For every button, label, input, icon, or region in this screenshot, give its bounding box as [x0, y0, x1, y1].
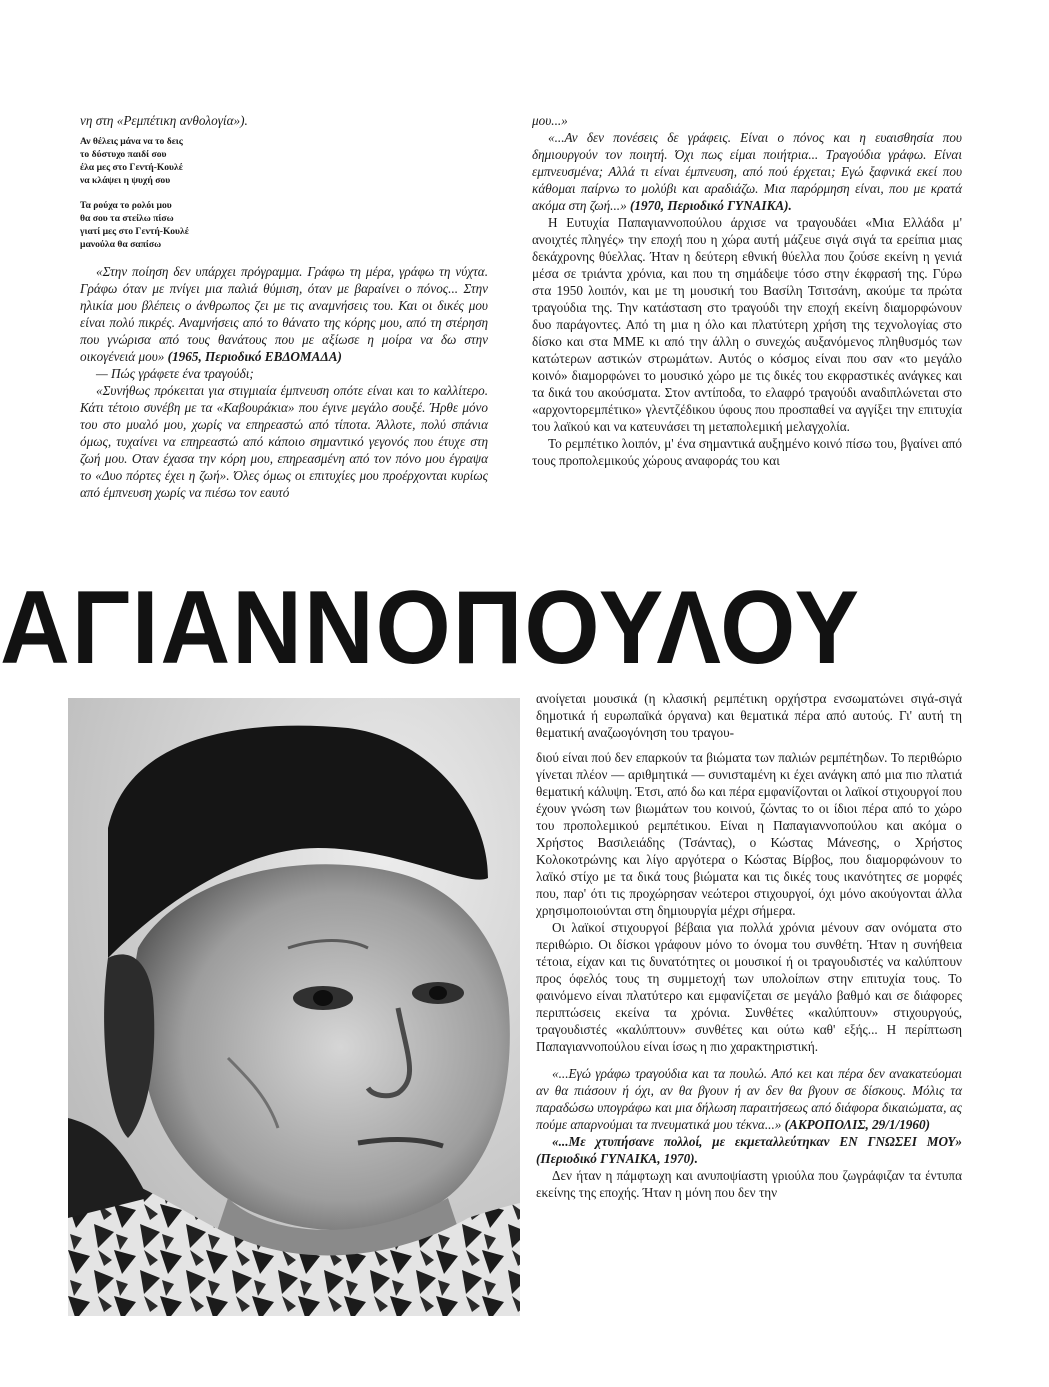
quote-songs: [536, 1065, 962, 1133]
song-lyrics: [80, 135, 488, 251]
quote-source: (1970, Περιοδικό ΓΥΝΑΙΚΑ).: [629, 198, 792, 213]
quote-source: (1965, Περιοδικό ΕΒΔΟΜΑΔΑ): [167, 349, 342, 364]
portrait-photo: [68, 698, 520, 1316]
quote-text: «Στην ποίηση δεν υπάρχει πρόγραμμα. Γράφω τη μέρα, γράφω τη νύχτα. Γράφω όταν με πνίγει μια παλιά θύμιση, όταν με βαραίνει ο πόνος... Στην ηλικία μου βλέπεις ο άνθρωπος ζει με τις αναμνήσεις του. Και οι δικές μου είναι πολύ πικρές. Αναμνήσεις από το θάνατο της κόρης μου, από τη στέρηση που γνώρισα από τους θανάτους που με αξίωσε η μοίρα να δω στην οικογένειά μου»: [80, 264, 488, 364]
quote-poetry: [80, 263, 488, 365]
intro-line: νη στη «Ρεμπέτικη ανθολογία»).: [80, 113, 248, 128]
body-paragraph: ανοίγεται μουσικά (η κλασική ρεμπέτικη ορχήστρα ενσωματώνει σιγά-σιγά δημοτικά ή ευρωπαϊκά όργανα) και θεματικά πέρα από αυτούς. Γι' αυτή τη θεματική αναζωογόνηση του τραγου-: [536, 691, 962, 740]
body-paragraph: Δεν ήταν η πάμφτωχη και ανυποψίαστη γριούλα που ζωγράφιζαν τα έντυπα εκείνης της εποχής. Ήταν η μόνη που δεν την: [536, 1168, 962, 1200]
quote-text: «...Εγώ γράφω τραγούδια και τα πουλώ. Από κει και πέρα δεν ανακατεύομαι αν θα πιάσουν ή όχι, αν θα βγουν ή αν δεν θα βγουν σε δίσκους. Μόλις τα παραδώσω υπογράφω και μια δήλωση παραιτήσεως από διάφορα δικαιώματα, ας πούμε απαρνούμαι τα πνευματικά μου τέκνα...»: [536, 1066, 962, 1132]
paragraph-gap: [536, 1055, 962, 1065]
lyric-line: γιατί μες στο Γεντή-Κουλέ: [80, 226, 189, 237]
column-top-left: [80, 112, 488, 501]
continued-text: μου...»: [532, 113, 568, 128]
quote-exploited: [536, 1133, 962, 1167]
portrait-image: [68, 698, 520, 1316]
quote-text: «...Με χτυπήσανε πολλοί, με εκμεταλλεύτηκαν ΕΝ ΓΝΩΣΕΙ ΜΟΥ»: [552, 1134, 962, 1149]
lyric-line: Τα ρούχα το ρολόι μου: [80, 200, 172, 211]
lyric-line: θα σου τα στείλω πίσω: [80, 213, 174, 224]
quote-pain: [532, 129, 962, 214]
lyrics-stanza-1: [80, 135, 488, 187]
body-paragraph: διού είναι πού δεν επαρκούν τα βιώματα των παλιών ρεμπέτηδων. Το περιθώριο γίνεται πλέον — αριθμητικά — συνισταμένη κι έχει ανάγκη από μια πιο πλατιά θεματική κάλυψη. Έτσι, από δω και πέρα εμφανίζονται οι λαϊκοί στιχουργοί που έχουν γνώση των βιωμάτων του κοινού, ζώντας το οι ίδιοι πέρα από το χώρο του προπολεμικού ρεμπέτικου. Είναι η Παπαγιαννοπούλου και ακόμα ο Χρήστος Βασιλειάδης (Τσάντας), ο Κώστας Μάνεσης, ο Χρήστος Κολοκοτρώνης και λίγο αργότερα ο Κώστας Βίρβος, που διαμορφώνουν το λαϊκό στίχο με τα δικά τους βιώματα και τις δικές τους ικανότητες σε μορφές που, παρ' ότι τις προχώρησαν νεώτεροι στιχουργοί, όχι μόνο ακούγονται άλλα χρησιμοποιούνται στη δημιουργία μέχρι σήμερα.: [536, 750, 962, 918]
lyric-line: Αν θέλεις μάνα να το δεις: [80, 136, 183, 147]
body-paragraph: Το ρεμπέτικο λοιπόν, μ' ένα σημαντικά αυξημένο κοινό πίσω του, βγαίνει από τους προπολεμικούς χώρους αναφοράς του και: [532, 436, 962, 468]
interview-question: — Πώς γράφετε ένα τραγούδι;: [96, 366, 254, 381]
lyrics-stanza-2: [80, 199, 488, 251]
lyric-line: να κλάψει η ψυχή σου: [80, 175, 171, 186]
column-top-right: [532, 112, 962, 469]
quote-source: (Περιοδικό ΓΥΝΑΙΚΑ, 1970).: [536, 1151, 698, 1166]
column-bottom-right: [536, 690, 962, 1201]
paragraph-gap: [536, 741, 962, 749]
lyric-line: μανούλα θα σαπίσω: [80, 239, 162, 250]
quote-text: «...Αν δεν πονέσεις δε γράφεις. Είναι ο πόνος και η ευαισθησία που δημιουργούν τον ποιητή. Όχι πως είμαι ποιήτρια... Τραγούδια γράφω. Είναι εμπνευσμένα; Αλλά τι είναι έμπνευση, από πού έρχεται; Εγώ ξαφνικά εκεί που κάθομαι παίρνω το μολύβι και αραδιάζω. Μια παρόρμηση είναι, που με κρατά ακόμα στη ζωή...»: [532, 130, 962, 213]
lyric-line: έλα μες στο Γεντή-Κουλέ: [80, 162, 183, 173]
body-paragraph: Η Ευτυχία Παπαγιαννοπούλου άρχισε να τραγουδάει «Μια Ελλάδα μ' ανοιχτές πληγές» την εποχή που η χώρα αυτή μάζευε σιγά σιγά τα ερείπια μιας δεκάχρονης θύελλας. Ήταν η δεύτερη εθνική θύελλα που ζούσε εκείνη η γενιά μέσα σε τριάντα χρόνια, και που τη σημάδεψε τόσο στην έκφρασή της. Γύρω στα 1950 λοιπόν, και με τη μουσική του Βασίλη Τσιτσάνη, ακούμε τα πρώτα τραγούδια της. Την κατάσταση στο τραγούδι την εποχή εκείνη διαμορφώνουν δυο παράγοντες. Από τη μια η όλο και πλατύτερη χρήση της τεχνολογίας στο δίσκο και στα ΜΜΕ κι από την άλλη ο συνεχώς αυξανόμενος πληθυσμός των κατώτερων αστικών στρωμάτων. Αυτός ο κόσμος είναι που σαν «το μεγάλο κοινό» διαμορφώνει το μουσικό χώρο με τις δικές του εκφραστικές ανάγκες και τα δικά του ακούσματα. Στον αντίποδα, το ελαφρό τραγούδι αναδιπλώνεται στο «αρχοντορεμπέτικο» γλεντζέδικου ύφους που προσπαθεί να αγγίξει την επιτυχία του λαϊκού και να κατευνάσει τη μεταπολεμική μελαγχολία.: [532, 215, 962, 434]
body-paragraph: Οι λαϊκοί στιχουργοί βέβαια για πολλά χρόνια μένουν σαν ονόματα στο περιθώριο. Οι δίσκοι γράφουν μόνο το όνομα του συνθέτη. Ήταν η συνήθεια τέτοια, είχαν και τις δυνατότητες οι μουσικοί ή οι τραγουδιστές να καλύπτουν προς όφελός τους τη συμμετοχή των υπολοίπων στην επιτυχία τους. Το φαινόμενο είναι πλατύτερο και εμφανίζεται σε μεγάλο βαθμό και σε διάφορες περιπτώσεις εκείνα τα χρόνια. Συνθέτες «καλύπτουν» στιχουργούς, τραγουδιστές «καλύπτουν» συνθέτες και ούτω καθ' εξής... Η περίπτωση Παπαγιαννοπούλου είναι ίσως η πιο χαρακτηριστική.: [536, 920, 962, 1054]
lyric-line: το δύστυχο παιδί σου: [80, 149, 167, 160]
page-headline: ΑΓΙΑΝΝΟΠΟΥΛΟΥ: [0, 578, 861, 678]
quote-source: (ΑΚΡΟΠΟΛΙΣ, 29/1/1960): [784, 1117, 930, 1132]
interview-answer: «Συνήθως πρόκειται για στιγμιαία έμπνευση οπότε είναι και το καλλίτερο. Κάτι τέτοιο συνέβη με τα «Καβουράκια» που έγινε μεγάλο σουξέ. Ήρθε μόνο του στο μυαλό μου, χωρίς να επηρεαστώ από τίποτα. Άλλοτε, πολύ σπάνια όμως, τυχαίνει να επηρεαστώ από κάποιο σημαντικό γεγονός που έτυχε στη ζωή μου. Οταν έχασα την κόρη μου, επηρεασμένη από τον πόνο μου έγραψα το «Δυο πόρτες έχει η ζωή». Όλες όμως οι επιτυχίες μου προέρχονται κυρίως από έμπνευση χωρίς να πιέσω τον εαυτό: [80, 383, 488, 500]
